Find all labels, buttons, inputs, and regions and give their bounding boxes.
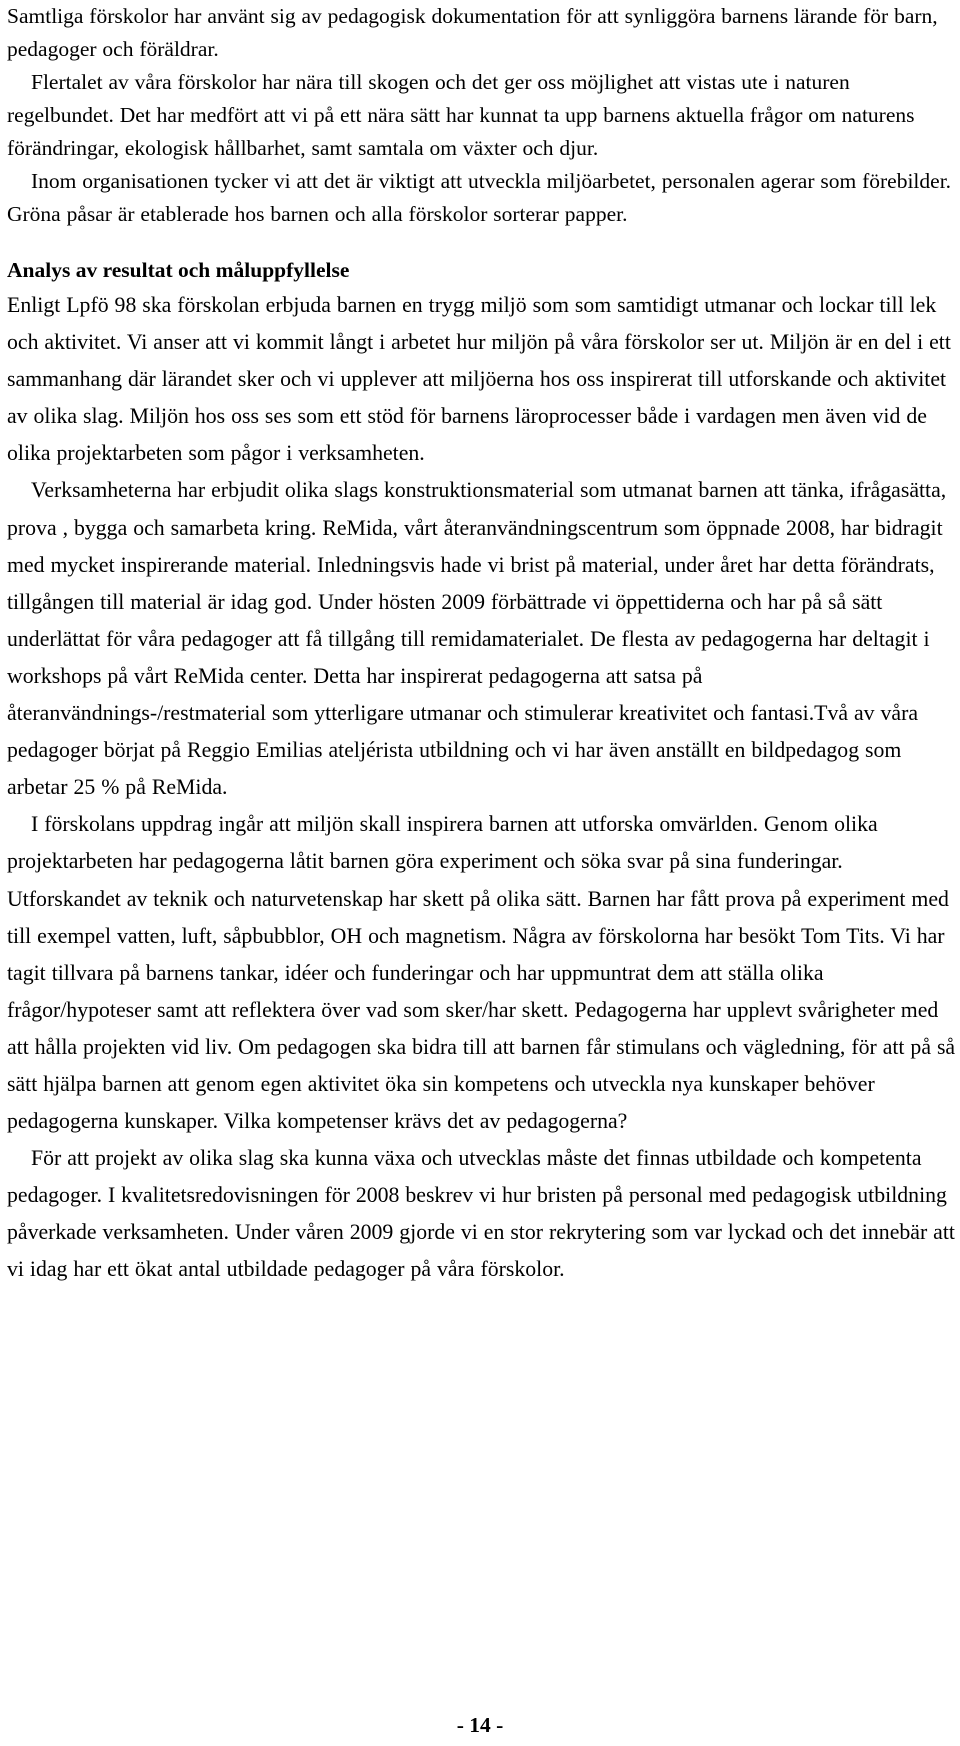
intro-paragraph-1: Samtliga förskolor har använt sig av pedagogisk dokumentation för att synliggöra barnens lärande för barn, pedagoger och föräldrar. xyxy=(7,4,938,61)
page-number: - 14 - xyxy=(456,1713,504,1737)
section-paragraph-4: För att projekt av olika slag ska kunna växa och utvecklas måste det finnas utbildade och kompetenta pedagoger. I kvalitetsredovisningen för 2008 beskrev vi hur bristen på personal med pedagogisk utbildning påverkade verksamheten. Under våren 2009 gjorde vi en stor rekrytering som var lyckad och det innebär att vi idag har ett ökat antal utbildade pedagoger på våra förskolor. xyxy=(7,1146,955,1282)
intro-paragraph-3: Inom organisationen tycker vi att det är viktigt att utveckla miljöarbetet, personalen agerar som förebilder. Gröna påsar är etablerade hos barnen och alla förskolor sorterar papper. xyxy=(7,169,952,226)
section-heading: Analys av resultat och måluppfyllelse xyxy=(7,258,350,282)
intro-paragraph-2: Flertalet av våra förskolor har nära till skogen och det ger oss möjlighet att vistas ute i naturen regelbundet. Det har medfört att vi på ett nära sätt har kunnat ta upp barnens aktuella frågor om naturens förändringar, ekologisk hållbarhet, samt samtala om växter och djur. xyxy=(7,70,915,160)
section-paragraph-3: I förskolans uppdrag ingår att miljön skall inspirera barnen att utforska omvärlden. Genom olika projektarbeten har pedagogerna låtit barnen göra experiment och söka svar på sina funderingar. Utforskandet av teknik och naturvetenskap har skett på olika sätt. Barnen har fått prova på experiment med till exempel vatten, luft, såpbubblor, OH och magnetism. Några av förskolorna har besökt Tom Tits. Vi har tagit tillvara på barnens tankar, idéer och funderingar och har uppmuntrat dem att ställa olika frågor/hypoteser samt att reflektera över vad som sker/har skett. Pedagogerna har upplevt svårigheter med att hålla projekten vid liv. Om pedagogen ska bidra till att barnen får stimulans och vägledning, för att på så sätt hjälpa barnen att genom egen aktivitet öka sin kompetens och utveckla nya kunskaper behöver pedagogerna kunskaper. Vilka kompetenser krävs det av pedagogerna? xyxy=(7,812,956,1134)
section-paragraph-1: Enligt Lpfö 98 ska förskolan erbjuda barnen en trygg miljö som som samtidigt utmanar och lockar till lek och aktivitet. Vi anser att vi kommit långt i arbetet hur miljön på våra förskolor ser ut. Miljön är en del i ett sammanhang där lärandet sker och vi upplever att miljöerna hos oss inspirerat till utforskande och aktivitet av olika slag. Miljön hos oss ses som ett stöd för barnens läroprocesser både i vardagen men även vid de olika projektarbeten som pågor i verksamheten. xyxy=(7,293,951,466)
section-paragraph-2: Verksamheterna har erbjudit olika slags konstruktionsmaterial som utmanat barnen att tänka, ifrågasätta, prova , bygga och samarbeta kring. ReMida, vårt återanvändningscentrum som öppnade 2008, har bidragit med mycket inspirerande material. Inledningsvis hade vi brist på material, under året har detta förändrats, tillgången till material är idag god. Under hösten 2009 förbättrade vi öppettiderna och har på så sätt underlättat för våra pedagoger att få tillgång till remidamaterialet. De flesta av pedagogerna har deltagit i workshops på vårt ReMida center. Detta har inspirerat pedagogerna att satsa på återanvändnings-/restmaterial som ytterligare utmanar och stimulerar kreativitet och fantasi.Två av våra pedagoger börjat på Reggio Emilias ateljérista utbildning och vi har även anställt en bildpedagog som arbetar 25 % på ReMida. xyxy=(7,478,947,800)
